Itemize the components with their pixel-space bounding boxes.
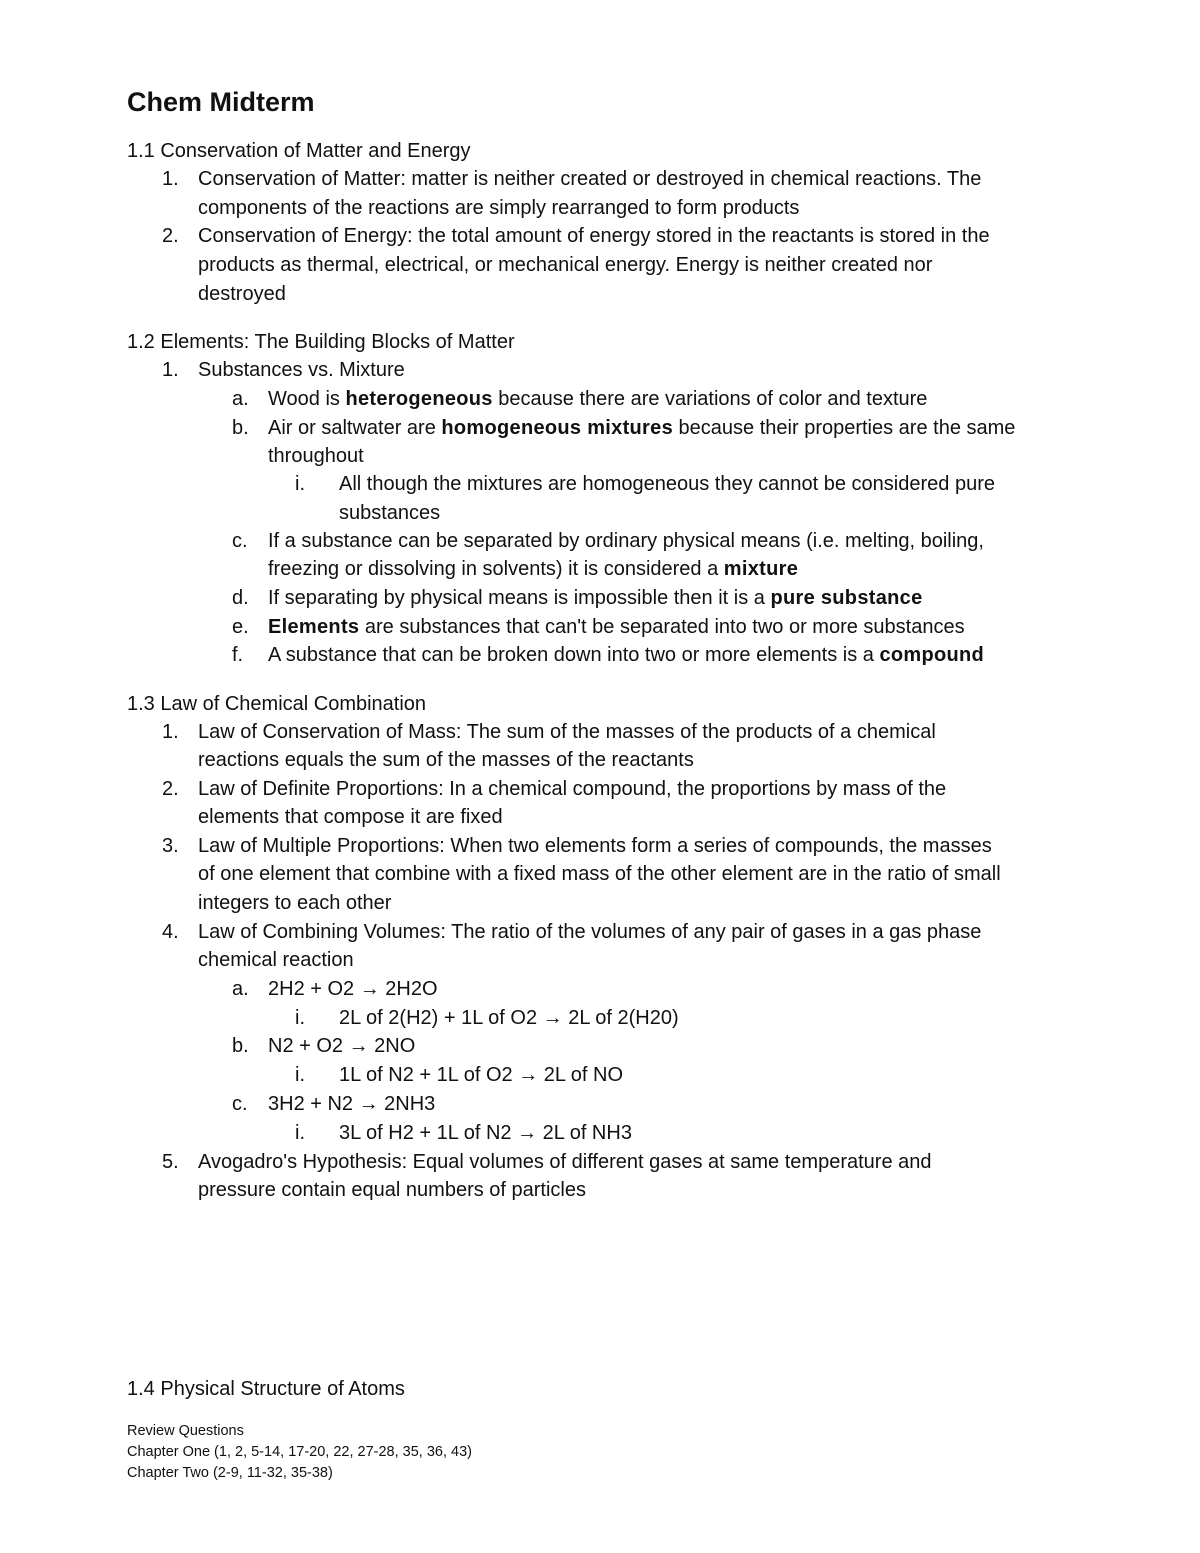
- sub-sub-item-marker: i.: [295, 1122, 305, 1144]
- list-item-text: Law of Conservation of Mass: The sum of the masses of the products of a chemical: [198, 721, 936, 743]
- sub-sub-item-marker: i.: [295, 1064, 305, 1086]
- sub-item-marker: c.: [232, 1093, 248, 1115]
- sub-sub-item-text: substances: [339, 502, 441, 524]
- section-heading-1-3: 1.3 Law of Chemical Combination: [127, 693, 427, 715]
- sub-item-text: If separating by physical means is impossible then it is a pure substance: [268, 587, 923, 609]
- list-item-text: pressure contain equal numbers of particles: [198, 1179, 586, 1201]
- list-item-text: Law of Combining Volumes: The ratio of the volumes of any pair of gases in a gas phase: [198, 921, 982, 943]
- sub-item-marker: a.: [232, 978, 249, 1000]
- list-item-text: integers to each other: [198, 892, 392, 914]
- equation-text: 3L of H2 + 1L of N2 → 2L of NH3: [339, 1122, 632, 1144]
- list-item-text: products as thermal, electrical, or mechanical energy. Energy is neither created nor: [198, 254, 933, 276]
- equation-text: 1L of N2 + 1L of O2 → 2L of NO: [339, 1064, 624, 1086]
- equation-text: N2 + O2 → 2NO: [268, 1035, 416, 1057]
- sub-sub-item-marker: i.: [295, 473, 305, 495]
- sub-item-text: throughout: [268, 445, 364, 467]
- section-heading-1-2: 1.2 Elements: The Building Blocks of Matter: [127, 331, 515, 353]
- list-item-text: destroyed: [198, 283, 286, 305]
- section-heading-1-1: 1.1 Conservation of Matter and Energy: [127, 140, 471, 162]
- sub-item-text: freezing or dissolving in solvents) it is considered a mixture: [268, 558, 799, 580]
- list-item-marker: 2.: [162, 225, 179, 247]
- list-item-text: Substances vs. Mixture: [198, 359, 405, 381]
- sub-item-marker: e.: [232, 616, 249, 638]
- list-item-text: elements that compose it are fixed: [198, 806, 503, 828]
- sub-item-marker: b.: [232, 1035, 249, 1057]
- equation-text: 3H2 + N2 → 2NH3: [268, 1093, 436, 1115]
- list-item-marker: 2.: [162, 778, 179, 800]
- list-item-text: Law of Multiple Proportions: When two elements form a series of compounds, the masses: [198, 835, 992, 857]
- review-questions-heading: Review Questions: [127, 1423, 244, 1439]
- list-item-marker: 5.: [162, 1151, 179, 1173]
- list-item-marker: 4.: [162, 921, 179, 943]
- review-chapter-two: Chapter Two (2-9, 11-32, 35-38): [127, 1465, 333, 1481]
- review-chapter-one: Chapter One (1, 2, 5-14, 17-20, 22, 27-28, 35, 36, 43): [127, 1444, 472, 1460]
- list-item-text: chemical reaction: [198, 949, 354, 971]
- sub-sub-item-text: All though the mixtures are homogeneous they cannot be considered pure: [339, 473, 995, 495]
- sub-item-marker: a.: [232, 388, 249, 410]
- list-item-text: of one element that combine with a fixed mass of the other element are in the ratio of small: [198, 863, 1001, 885]
- sub-item-text: Air or saltwater are homogeneous mixtures because their properties are the same: [268, 417, 1016, 439]
- equation-text: 2H2 + O2 → 2H2O: [268, 978, 438, 1000]
- sub-item-marker: c.: [232, 530, 248, 552]
- list-item-text: Law of Definite Proportions: In a chemical compound, the proportions by mass of the: [198, 778, 947, 800]
- list-item-text: Conservation of Energy: the total amount of energy stored in the reactants is stored in the: [198, 225, 990, 247]
- sub-sub-item-marker: i.: [295, 1007, 305, 1029]
- equation-text: 2L of 2(H2) + 1L of O2 → 2L of 2(H20): [339, 1007, 679, 1029]
- sub-item-marker: d.: [232, 587, 249, 609]
- document-title: Chem Midterm: [127, 87, 315, 117]
- list-item-text: components of the reactions are simply rearranged to form products: [198, 197, 800, 219]
- sub-item-marker: b.: [232, 417, 249, 439]
- list-item-marker: 1.: [162, 168, 179, 190]
- list-item-text: Avogadro's Hypothesis: Equal volumes of different gases at same temperature and: [198, 1151, 932, 1173]
- sub-item-text: Wood is heterogeneous because there are variations of color and texture: [268, 388, 928, 410]
- list-item-text: Conservation of Matter: matter is neither created or destroyed in chemical reactions. The: [198, 168, 982, 190]
- sub-item-text: A substance that can be broken down into two or more elements is a compound: [268, 644, 985, 666]
- list-item-marker: 3.: [162, 835, 179, 857]
- list-item-text: reactions equals the sum of the masses of the reactants: [198, 749, 694, 771]
- list-item-marker: 1.: [162, 359, 179, 381]
- sub-item-text: Elements are substances that can't be separated into two or more substances: [268, 616, 965, 638]
- sub-item-marker: f.: [232, 644, 244, 666]
- sub-item-text: If a substance can be separated by ordinary physical means (i.e. melting, boiling,: [268, 530, 984, 552]
- list-item-marker: 1.: [162, 721, 179, 743]
- section-heading-1-4: 1.4 Physical Structure of Atoms: [127, 1378, 405, 1400]
